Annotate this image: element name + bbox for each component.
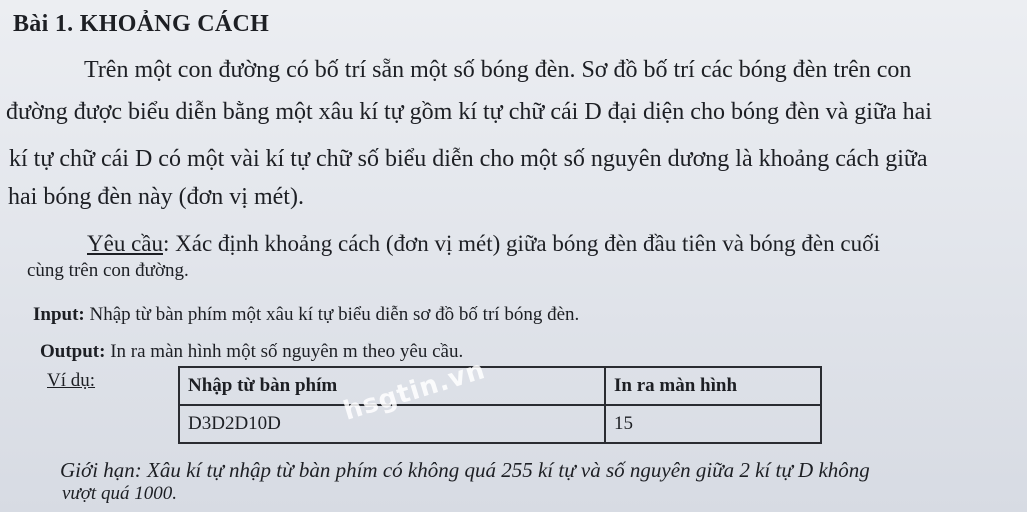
- table-header-output: In ra màn hình: [605, 367, 821, 405]
- requirement-line-2: cùng trên con đường.: [27, 260, 189, 281]
- watermark: hsgtin.vn: [340, 355, 490, 427]
- paragraph-line-1: Trên một con đường có bố trí sẵn một số bóng đèn. Sơ đồ bố trí các bóng đèn trên con: [84, 57, 912, 83]
- table-header-input: Nhập từ bàn phím: [179, 367, 605, 405]
- paragraph-line-2: đường được biểu diễn bằng một xâu kí tự gồm kí tự chữ cái D đại diện cho bóng đèn và giữa hai: [6, 99, 932, 125]
- example-label: Ví dụ:: [47, 370, 96, 391]
- table-row: [179, 405, 821, 443]
- example-table: [178, 366, 822, 444]
- output-text: In ra màn hình một số nguyên m theo yêu cầu.: [105, 341, 464, 362]
- output-spec: [40, 341, 463, 363]
- requirement-line-1: [87, 231, 880, 257]
- input-spec: [33, 304, 579, 326]
- problem-title: Bài 1. KHOẢNG CÁCH: [13, 11, 270, 37]
- paragraph-line-4: hai bóng đèn này (đơn vị mét).: [8, 184, 304, 210]
- output-label: Output:: [40, 341, 106, 362]
- input-text: Nhập từ bàn phím một xâu kí tự biểu diễn sơ đồ bố trí bóng đèn.: [84, 304, 580, 325]
- limits-line-2: vượt quá 1000.: [62, 483, 177, 504]
- requirement-label: Yêu cầu: [87, 231, 163, 256]
- table-cell-input: D3D2D10D: [179, 405, 605, 443]
- paragraph-line-3: kí tự chữ cái D có một vài kí tự chữ số biểu diễn cho một số nguyên dương là khoảng cách giữa: [9, 146, 928, 172]
- input-label: Input:: [33, 304, 85, 325]
- table-cell-output: 15: [605, 405, 821, 443]
- requirement-text: : Xác định khoảng cách (đơn vị mét) giữa bóng đèn đầu tiên và bóng đèn cuối: [163, 231, 880, 256]
- table-header-row: [179, 367, 821, 405]
- limits-line-1: Giới hạn: Xâu kí tự nhập từ bàn phím có không quá 255 kí tự và số nguyên giữa 2 kí tự D không: [60, 458, 870, 482]
